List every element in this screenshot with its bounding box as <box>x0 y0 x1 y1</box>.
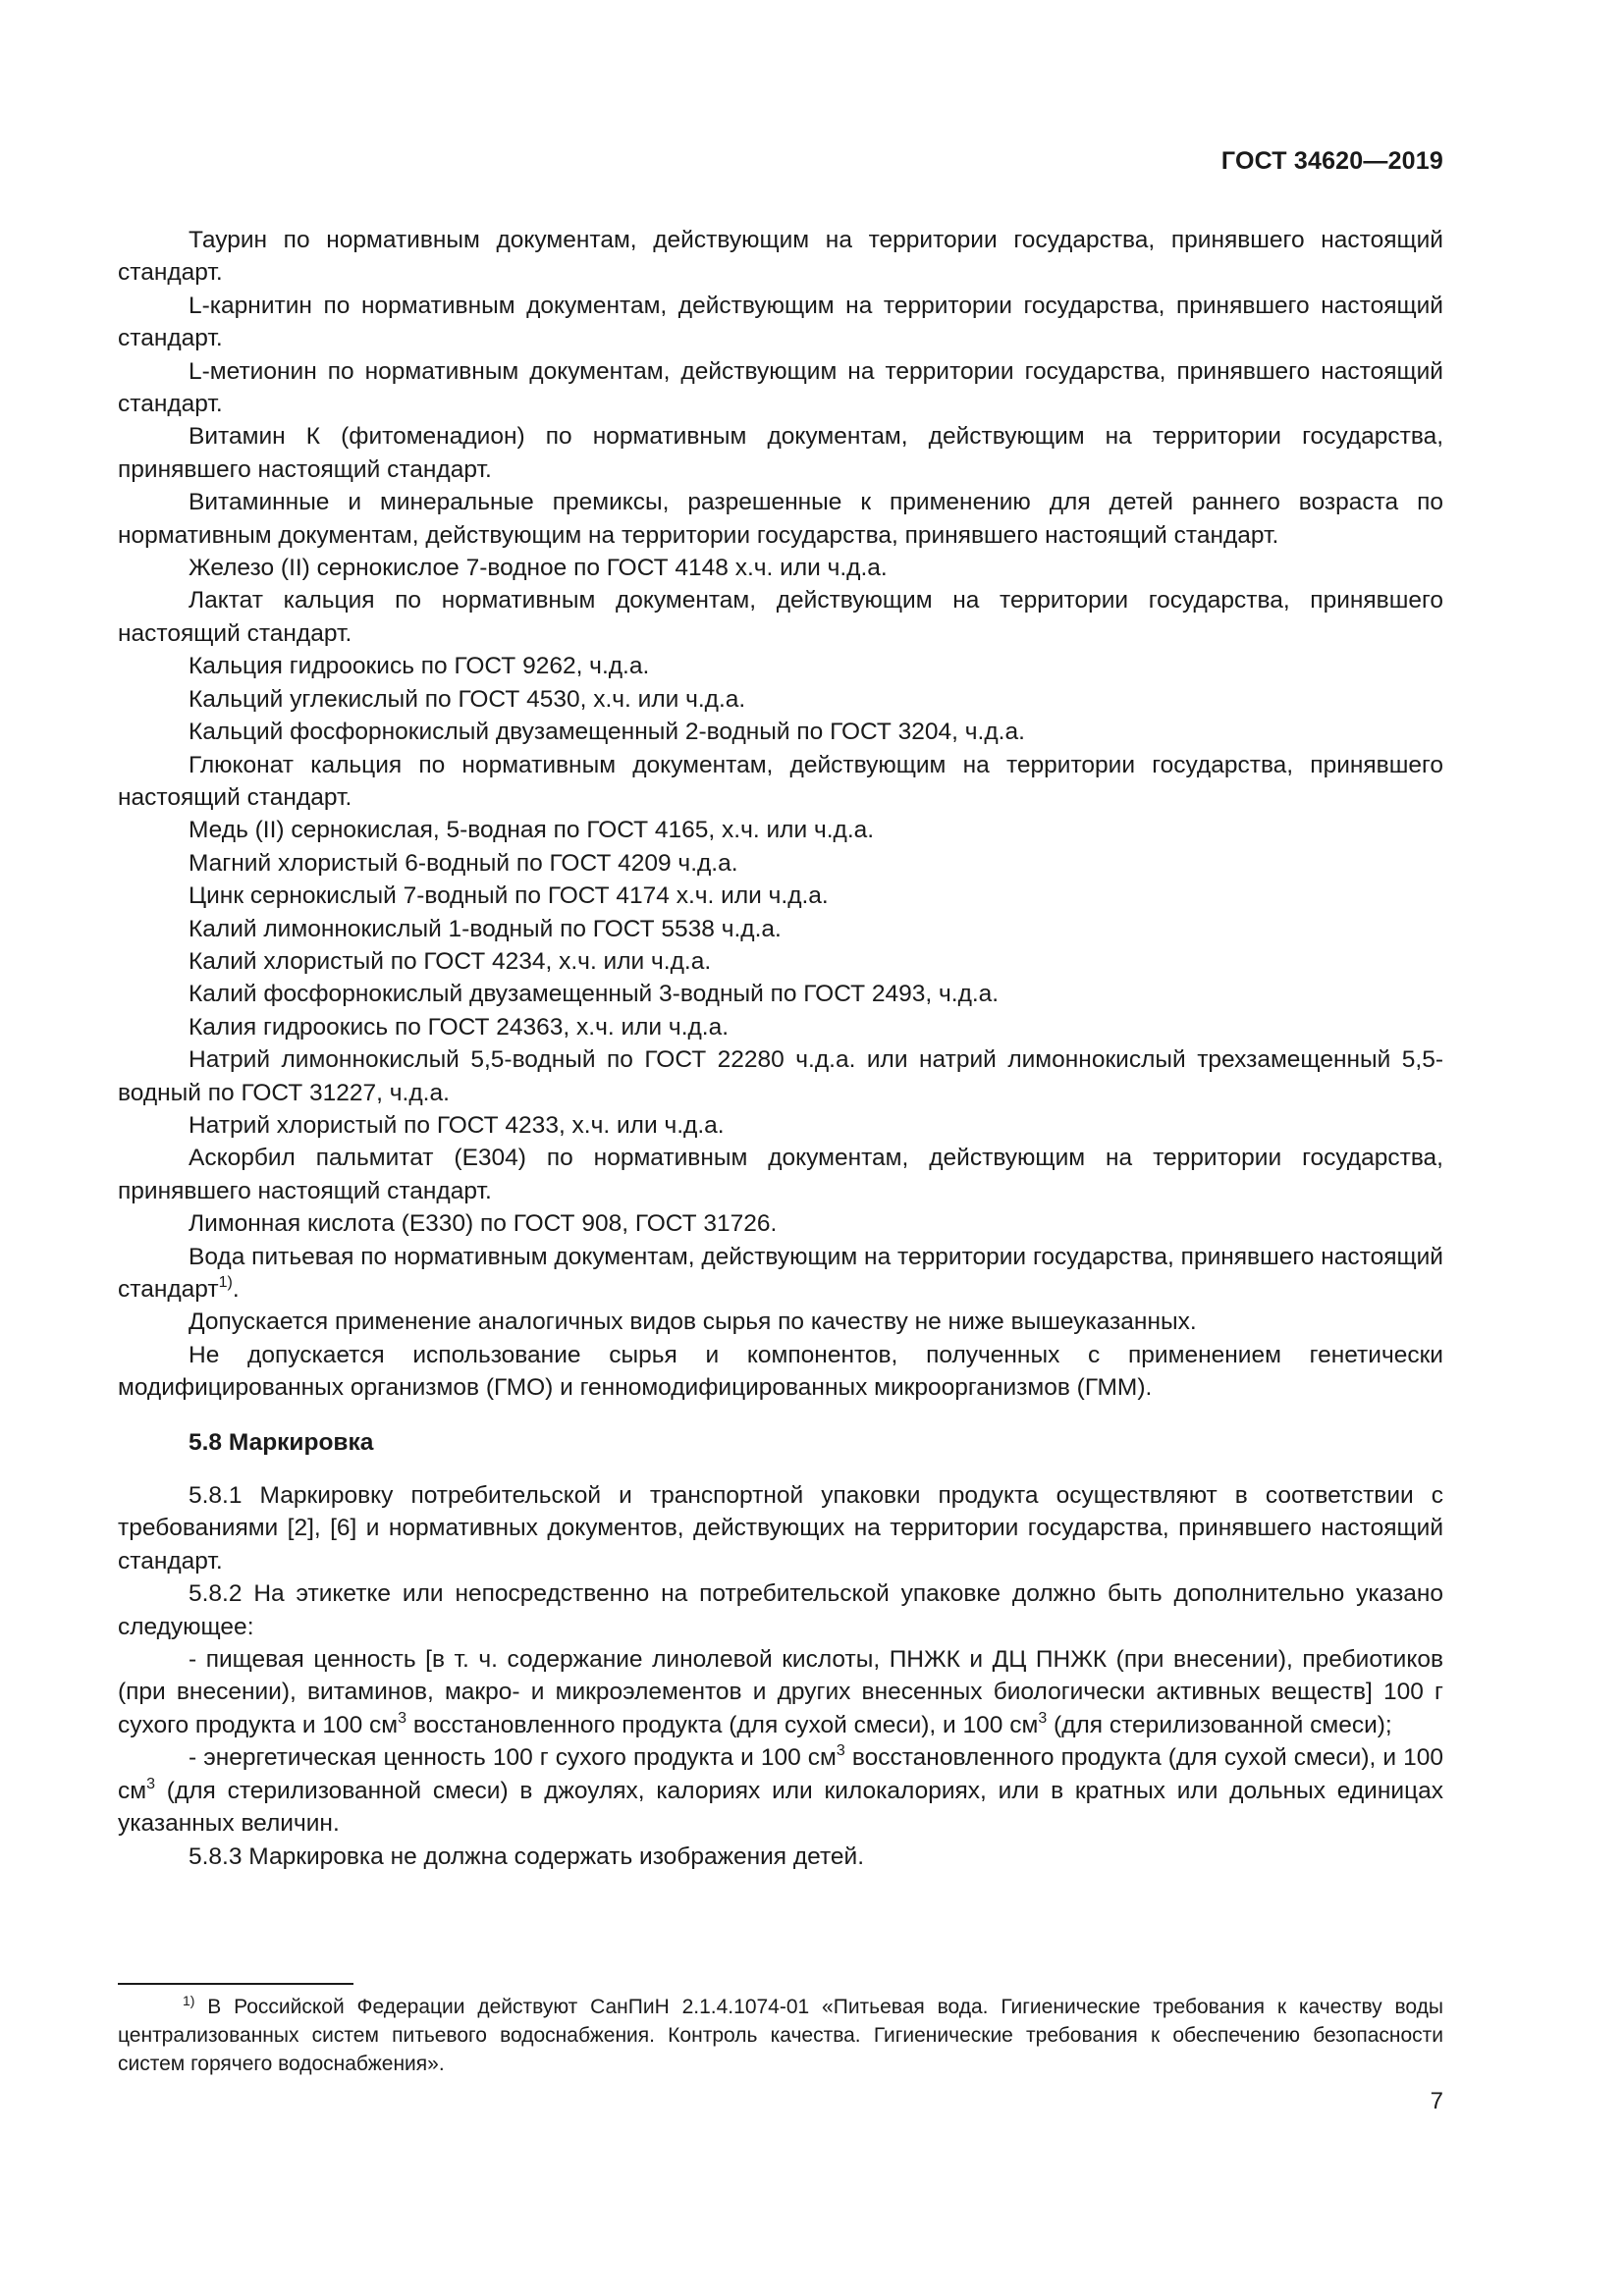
paragraph-premixes: Витаминные и минеральные премиксы, разрешенные к применению для детей раннего возраста по нормативным документам, действующим на территории государства, принявшего настоящий стандарт. <box>118 489 1443 549</box>
paragraph-potassium-citrate: Калий лимоннокислый 1-водный по ГОСТ 5538 ч.д.а. <box>189 915 782 942</box>
paragraph-calcium-hydroxide: Кальция гидроокись по ГОСТ 9262, ч.д.а. <box>189 653 650 680</box>
paragraph-ascorbyl-palmitate: Аскорбил пальмитат (Е304) по нормативным документам, действующим на территории государства, принявшего настоящий стандарт. <box>118 1145 1443 1204</box>
page-number: 7 <box>1430 2088 1443 2114</box>
paragraph-5-8-2: 5.8.2 На этикетке или непосредственно на потребительской упаковке должно быть дополнительно указано следующее: <box>118 1580 1443 1640</box>
paragraph-analogues: Допускается применение аналогичных видов сырья по качеству не ниже вышеуказанных. <box>189 1308 1197 1336</box>
paragraph-calcium-lactate: Лактат кальция по нормативным документам, действующим на территории государства, принявшего настоящий стандарт. <box>118 587 1443 647</box>
paragraph-potassium-chloride: Калий хлористый по ГОСТ 4234, х.ч. или ч.д.а. <box>189 947 712 975</box>
water-text: Вода питьевая по нормативным документам, действующим на территории государства, принявшего настоящий стандарт <box>118 1243 1443 1303</box>
paragraph-sodium-chloride: Натрий хлористый по ГОСТ 4233, х.ч. или ч.д.а. <box>189 1111 725 1139</box>
water-end: . <box>232 1276 240 1303</box>
paragraph-5-8-1: 5.8.1 Маркировку потребительской и транспортной упаковки продукта осуществляют в соответствии с требованиями [2], [6] и нормативных документов, действующих на территории государства, принявшего настоящий стандарт. <box>118 1482 1443 1575</box>
paragraph-citric-acid: Лимонная кислота (Е330) по ГОСТ 908, ГОСТ 31726. <box>189 1210 778 1238</box>
footnote-text: В Российской Федерации действуют СанПиН 2.1.4.1074-01 «Питьевая вода. Гигиенические требования к качеству воды централизованных систем питьевого водоснабжения. Контроль качества. Гигиенические требования к обеспечению безопасности систем горячего водоснабжения». <box>118 1996 1443 2075</box>
paragraph-sodium-citrate: Натрий лимоннокислый 5,5-водный по ГОСТ 22280 ч.д.а. или натрий лимоннокислый трехзамещенный 5,5-водный по ГОСТ 31227, ч.д.а. <box>118 1046 1443 1106</box>
paragraph-l-methionine: L-метионин по нормативным документам, действующим на территории государства, принявшего настоящий стандарт. <box>118 357 1443 418</box>
paragraph-drinking-water <box>118 1241 1443 1307</box>
paragraph-l-carnitine: L-карнитин по нормативным документам, действующим на территории государства, принявшего настоящий стандарт. <box>118 292 1443 352</box>
footnote-divider <box>118 1983 353 1985</box>
paragraph-5-8-3: 5.8.3 Маркировка не должна содержать изображения детей. <box>189 1842 865 1870</box>
footnote <box>118 1993 1443 2078</box>
standard-code-header: ГОСТ 34620—2019 <box>1220 147 1443 175</box>
paragraph-gmo: Не допускается использование сырья и компонентов, полученных с применением генетически модифицированных организмов (ГМО) и генномодифицированных микроорганизмов (ГММ). <box>118 1341 1443 1402</box>
main-text <box>118 224 1443 1873</box>
footnote-reference[interactable]: 1) <box>218 1274 233 1291</box>
paragraph-calcium-carbonate: Кальций углекислый по ГОСТ 4530, х.ч. или ч.д.а. <box>189 685 746 713</box>
paragraph-potassium-phosphate: Калий фосфорнокислый двузамещенный 3-водный по ГОСТ 2493, ч.д.а. <box>189 981 1000 1008</box>
paragraph-calcium-gluconate: Глюконат кальция по нормативным документам, действующим на территории государства, принявшего настоящий стандарт. <box>118 751 1443 811</box>
paragraph-potassium-hydroxide: Калия гидроокись по ГОСТ 24363, х.ч. или ч.д.а. <box>189 1013 730 1041</box>
paragraph-taurine: Таурин по нормативным документам, действующим на территории государства, принявшего настоящий стандарт. <box>118 227 1443 287</box>
paragraph-magnesium-chloride: Магний хлористый 6-водный по ГОСТ 4209 ч.д.а. <box>189 849 738 877</box>
paragraph-copper-sulfate: Медь (II) сернокислая, 5-водная по ГОСТ 4165, х.ч. или ч.д.а. <box>189 817 875 844</box>
section-heading-labeling: 5.8 Маркировка <box>189 1428 374 1456</box>
paragraph-vitamin-k: Витамин К (фитоменадион) по нормативным документам, действующим на территории государства, принявшего настоящий стандарт. <box>118 423 1443 483</box>
footnote-marker: 1) <box>183 1993 195 2008</box>
paragraph-zinc-sulfate: Цинк сернокислый 7-водный по ГОСТ 4174 х.ч. или ч.д.а. <box>189 882 829 910</box>
bullet-nutritional-value: - пищевая ценность [в т. ч. содержание линолевой кислоты, ПНЖК и ДЦ ПНЖК (при внесении), пребиотиков (при внесении), витаминов, макро- и микроэлементов и других внесенных биологически активных веществ] 100 г сухого продукта и 100 $см^3$ восстановленного продукта (для сухой смеси), и 100 $см^3$ (для стерилизованной смеси); <box>118 1646 1443 1738</box>
bullet-energy-value: - энергетическая ценность 100 г сухого продукта и 100 $см^3$ восстановленного продукта (для сухой смеси), и 100 $см^3$ (для стерилизованной смеси) в джоулях, калориях или килокалориях, или в кратных или дольных единицах указанных величин. <box>118 1742 1444 1838</box>
paragraph-iron-sulfate: Железо (II) сернокислое 7-водное по ГОСТ 4148 х.ч. или ч.д.а. <box>189 555 888 582</box>
paragraph-calcium-phosphate: Кальций фосфорнокислый двузамещенный 2-водный по ГОСТ 3204, ч.д.а. <box>189 719 1025 746</box>
